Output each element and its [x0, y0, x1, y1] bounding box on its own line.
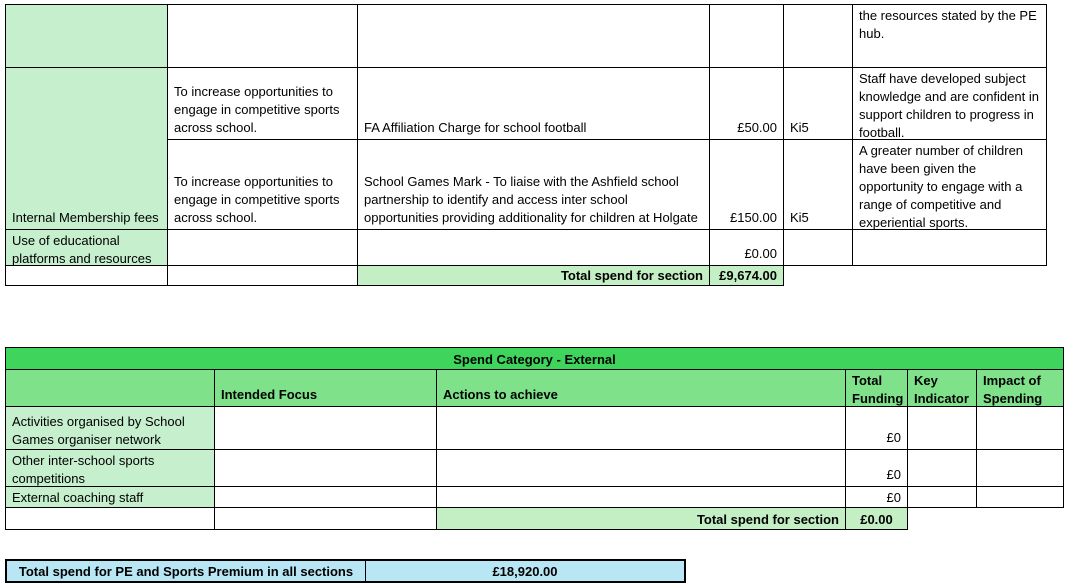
category-cell: Use of educational platforms and resources [5, 229, 168, 266]
grand-total-value: £18,920.00 [492, 564, 558, 579]
total-row-blank [5, 507, 215, 530]
section-total-value: £0.00 [845, 507, 908, 530]
funding-cell [709, 67, 784, 140]
total-row-blank [167, 265, 358, 286]
impact-cell-empty [976, 449, 1064, 487]
impact-cell: Staff have developed subject knowledge and are confident in support children to progress in football. [852, 67, 1047, 140]
action-cell [357, 67, 710, 140]
impact-cell-empty [976, 486, 1064, 508]
key-cell-empty [907, 486, 977, 508]
funding-value: £0 [886, 467, 901, 482]
funding-cell [845, 406, 908, 450]
key-cell-empty [783, 4, 853, 68]
funding-cell [709, 139, 784, 230]
action-text: FA Affiliation Charge for school football [364, 120, 587, 135]
impact-cell: the resources stated by the PE hub. [852, 4, 1047, 68]
key-cell-empty [783, 229, 853, 266]
impact-cell-empty [852, 229, 1047, 266]
total-row-blank [5, 265, 168, 286]
impact-cell: A greater number of children have been given the opportunity to engage with a range of competitive and experiential sports. [852, 139, 1047, 230]
funding-value: £50.00 [737, 120, 777, 135]
focus-cell-empty [214, 486, 437, 508]
header-actions [436, 369, 846, 407]
funding-value: £0 [886, 430, 901, 445]
grand-total-label: Total spend for PE and Sports Premium in all sections [18, 564, 354, 579]
category-cell: Other inter-school sports competitions [5, 449, 215, 487]
action-cell [357, 139, 710, 230]
focus-cell-empty [214, 406, 437, 450]
focus-cell-empty [214, 449, 437, 487]
header-category [5, 369, 215, 407]
header-label: Intended Focus [221, 387, 318, 402]
funding-cell: £0 [845, 486, 908, 508]
action-cell-empty [357, 229, 710, 266]
funding-cell [845, 449, 908, 487]
category-cell: External coaching staff [5, 486, 215, 508]
focus-cell [167, 139, 358, 230]
header-intended-focus [214, 369, 437, 407]
header-key-indicator: Key Indicator [907, 369, 977, 407]
section-total-label: Total spend for section [436, 507, 846, 530]
header-total-funding: Total Funding [845, 369, 908, 407]
action-cell-empty [436, 449, 846, 487]
key-indicator-cell [783, 139, 853, 230]
key-indicator-cell [783, 67, 853, 140]
section-total-value: £9,674.00 [709, 265, 784, 286]
focus-cell-empty [167, 4, 358, 68]
category-cell: Activities organised by School Games organiser network [5, 406, 215, 450]
key-cell-empty [907, 406, 977, 450]
action-cell-empty [436, 486, 846, 508]
action-cell-empty [357, 4, 710, 68]
key-cell-empty [907, 449, 977, 487]
action-text: School Games Mark - To liaise with the Ashfield school partnership to identify and access inter school opportunities providing additionality for children at Holgate [364, 174, 698, 225]
category-cell [5, 139, 168, 230]
section-total-label: Total spend for section [357, 265, 710, 286]
focus-cell-empty [167, 229, 358, 266]
header-label: Actions to achieve [443, 387, 558, 402]
funding-cell-empty [709, 4, 784, 68]
focus-text: To increase opportunities to engage in competitive sports across school. [174, 84, 340, 135]
funding-value: £0.00 [744, 246, 777, 261]
category-label: Internal Membership fees [12, 210, 159, 225]
focus-cell [167, 67, 358, 140]
funding-cell [709, 229, 784, 266]
key-indicator-value: Ki5 [790, 120, 809, 135]
header-impact: Impact of Spending [976, 369, 1064, 407]
impact-cell-empty [976, 406, 1064, 450]
category-cell-continued [5, 4, 168, 68]
focus-text: To increase opportunities to engage in competitive sports across school. [174, 174, 340, 225]
total-row-blank [214, 507, 437, 530]
key-indicator-value: Ki5 [790, 210, 809, 225]
action-cell-empty [436, 406, 846, 450]
spend-category-title: Spend Category - External [5, 347, 1064, 370]
funding-value: £150.00 [730, 210, 777, 225]
